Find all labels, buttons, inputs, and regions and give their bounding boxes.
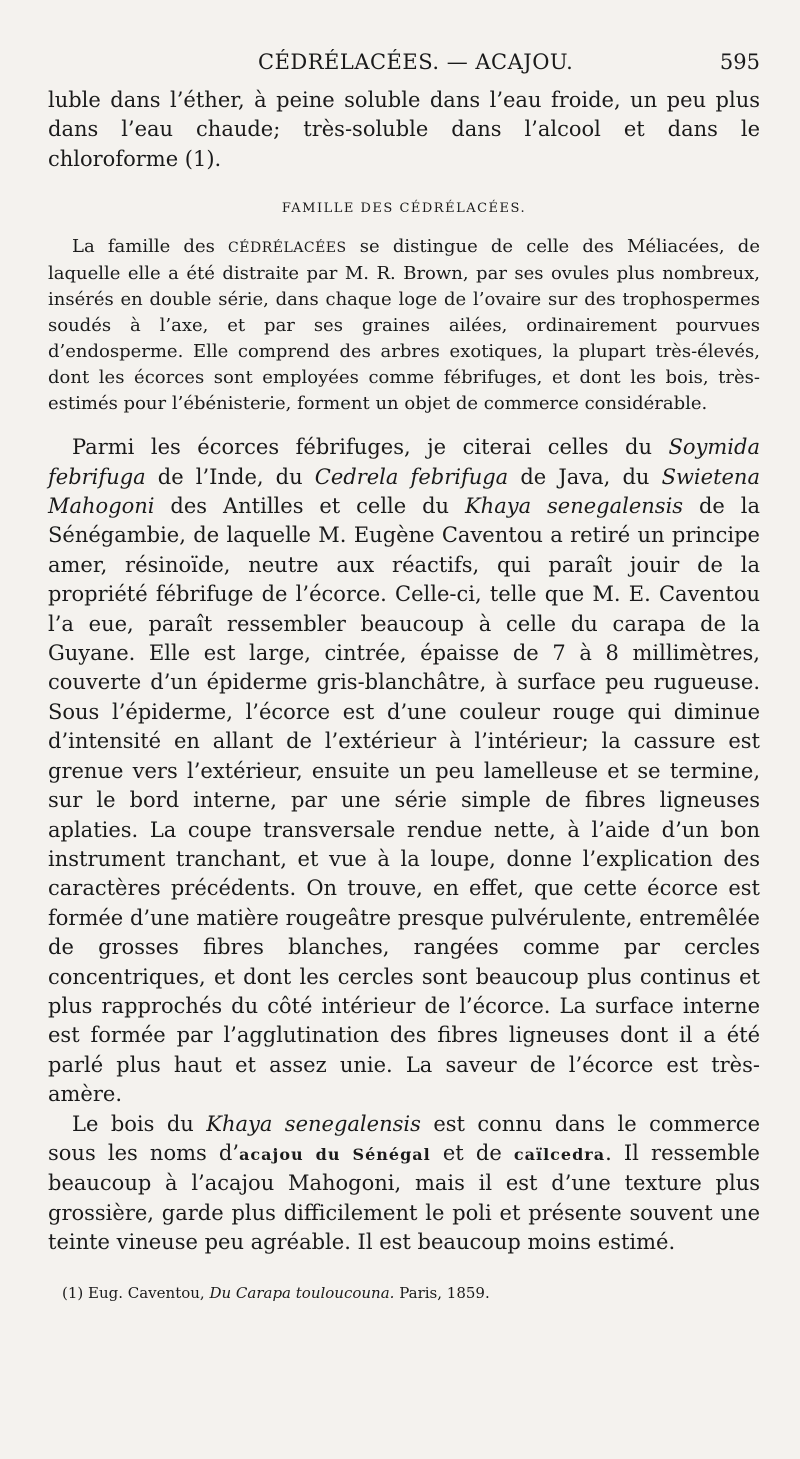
text-span: Le bois du bbox=[72, 1111, 207, 1136]
text-span: La famille des bbox=[72, 236, 229, 258]
page-number: 595 bbox=[719, 50, 760, 74]
text-span: de l’Inde, du bbox=[145, 464, 315, 489]
text-span: est connu dans le commerce sous les noms d’ bbox=[48, 1111, 760, 1165]
text-span: Parmi les écorces fébrifuges, je citerai celles du bbox=[72, 435, 669, 460]
species-name: Khaya senegalensis bbox=[206, 1111, 421, 1136]
species-name: Khaya senegalensis bbox=[464, 494, 684, 519]
family-paragraph bbox=[48, 234, 760, 417]
text-span: et de bbox=[430, 1140, 514, 1165]
footnote-text: (1) Eug. Caventou, bbox=[62, 1283, 210, 1302]
text-span: de la Sénégambie, de laquelle M. Eugène Caventou a retiré un principe amer, résinoïde, neutre aux réactifs, qui paraît jouir de la propriété fébrifuge de l’écorce. Celle-ci, telle que M. E. Caventou l’a eue, paraît ressembler beaucoup à celle du carapa de la Guyane. Elle est large, cintrée, épaisse de 7 à 8 millimètres, couverte d’un épiderme gris-blanchâtre, à surface peu rugueuse. Sous l’épiderme, l’écorce est d’une couleur rouge qui diminue d’intensité en allant de l’extérieur à l’intérieur; la cassure est grenue vers l’extérieur, ensuite un peu lamelleuse et se termine, sur le bord interne, par une série simple de fibres ligneuses aplaties. La coupe transversale rendue nette, à l’aide d’un bon instrument tranchant, et vue à la loupe, donne l’explication des caractères précédents. On trouve, en effet, que cette écorce est formée d’une matière rougeâtre presque pulvérulente, entremêlée de grosses fibres blanches, rangées comme par cercles concentriques, et dont les cercles sont beaucoup plus continus et plus rapprochés du côté intérieur de l’écorce. La surface interne est formée par l’agglutination des fibres ligneuses dont il a été parlé plus haut et assez unie. La saveur de l’écorce est très-amère. bbox=[48, 494, 760, 1107]
running-header bbox=[48, 50, 760, 80]
running-title: CÉDRÉLACÉES. — ACAJOU. bbox=[258, 50, 574, 74]
trade-name: acajou du Sénégal bbox=[239, 1144, 431, 1164]
section-title: FAMILLE DES CÉDRÉLACÉES. bbox=[281, 201, 527, 217]
wood-paragraph bbox=[48, 1110, 760, 1258]
species-name: Soymida febrifuga bbox=[48, 435, 760, 489]
continuation-paragraph: luble dans l’éther, à peine soluble dans l’eau froide, un peu plus dans l’eau chaude; très-soluble dans l’alcool et dans le chloroforme (1). bbox=[48, 88, 760, 171]
species-name: Swietena Mahogoni bbox=[48, 464, 760, 519]
trade-name: caïlcedra bbox=[513, 1144, 606, 1164]
text-span: de Java, du bbox=[508, 464, 662, 489]
smallcaps-term: CÉDRÉLACÉES bbox=[228, 240, 347, 257]
species-name: Cedrela febrifuga bbox=[314, 464, 509, 489]
text-span: . Il ressemble beaucoup à l’acajou Mahogoni, mais il est d’une texture plus grossière, garde plus difficilement le poli et présente souvent une teinte vineuse peu agréable. Il est beaucoup moins estimé. bbox=[48, 1140, 760, 1255]
text-span: des Antilles et celle du bbox=[154, 494, 465, 519]
text-span: se distingue de celle des Méliacées, de laquelle elle a été distraite par M. R. Brown, par ses ovules plus nombreux, insérés en double série, dans chaque loge de l’ovaire sur des trophospermes soudés à l’axe, et par ses graines ailées, ordinairement pourvues d’endosperme. Elle comprend des arbres exotiques, la plupart très-élevés, dont les écorces sont employées comme fébrifuges, et dont les bois, très-estimés pour l’ébénisterie, forment un objet de commerce considérable. bbox=[48, 236, 760, 415]
footnote-title: Du Carapa touloucouna. bbox=[209, 1283, 395, 1302]
footnote bbox=[48, 1284, 760, 1302]
footnote-text: Paris, 1859. bbox=[394, 1283, 490, 1302]
bark-paragraph bbox=[48, 433, 760, 1109]
page-body bbox=[48, 86, 760, 1302]
